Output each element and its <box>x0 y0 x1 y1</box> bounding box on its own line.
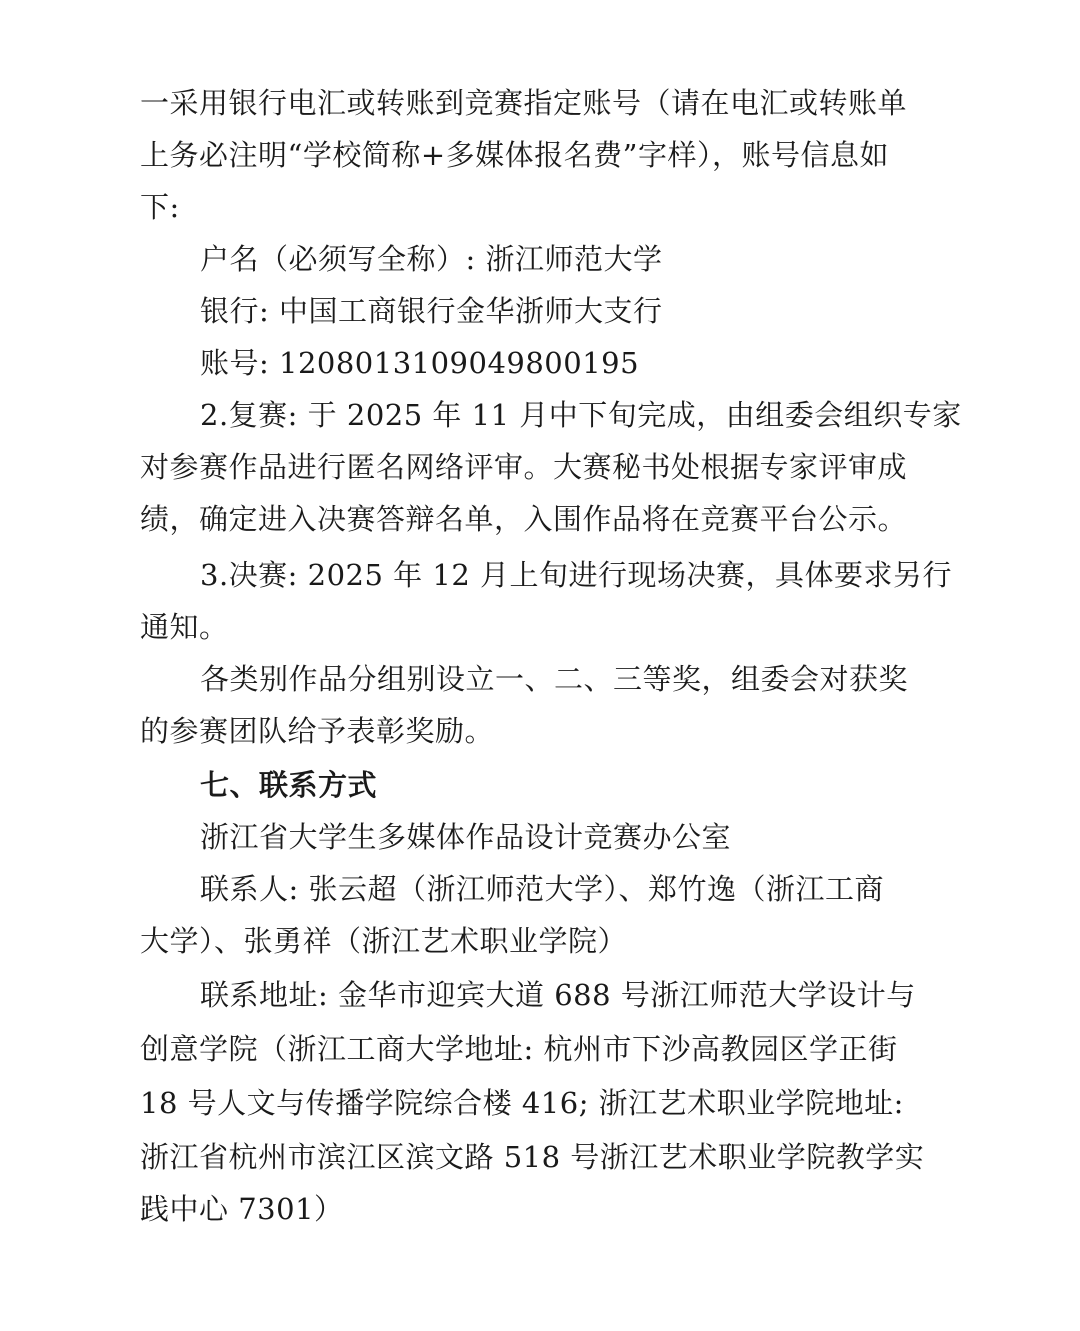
paragraph-line: 浙江省杭州市滨江区滨文路 518 号浙江艺术职业学院教学实 <box>140 1140 925 1174</box>
paragraph-line: 创意学院（浙江工商大学地址: 杭州市下沙高教园区学正街 <box>140 1032 898 1066</box>
account-number-line: 账号: 1208013109049800195 <box>200 346 640 380</box>
account-name-line: 户名（必须写全称）: 浙江师范大学 <box>200 242 663 276</box>
awards-line: 各类别作品分组别设立一、二、三等奖，组委会对获奖 <box>200 662 909 696</box>
paragraph-line: 通知。 <box>140 610 229 644</box>
paragraph-line: 一采用银行电汇或转账到竞赛指定账号（请在电汇或转账单 <box>140 86 908 120</box>
contact-address-line: 联系地址: 金华市迎宾大道 688 号浙江师范大学设计与 <box>200 978 916 1012</box>
contact-person-line: 联系人: 张云超（浙江师范大学）、郑竹逸（浙江工商 <box>200 872 884 906</box>
paragraph-line: 18 号人文与传播学院综合楼 416; 浙江艺术职业学院地址: <box>140 1086 904 1120</box>
paragraph-line: 大学）、张勇祥（浙江艺术职业学院） <box>140 924 628 958</box>
bank-line: 银行: 中国工商银行金华浙师大支行 <box>200 294 663 328</box>
paragraph-line: 上务必注明“学校简称+多媒体报名费”字样），账号信息如 <box>140 138 889 172</box>
paragraph-line: 践中心 7301） <box>140 1192 344 1226</box>
paragraph-line: 对参赛作品进行匿名网络评审。大赛秘书处根据专家评审成 <box>140 450 908 484</box>
section-heading-contact: 七、联系方式 <box>200 768 378 802</box>
paragraph-line: 下: <box>140 190 180 224</box>
final-line: 3.决赛: 2025 年 12 月上旬进行现场决赛，具体要求另行 <box>200 558 953 592</box>
paragraph-line: 绩，确定进入决赛答辩名单，入围作品将在竞赛平台公示。 <box>140 502 908 536</box>
semifinal-line: 2.复赛: 于 2025 年 11 月中下旬完成，由组委会组织专家 <box>200 398 962 432</box>
office-name-line: 浙江省大学生多媒体作品设计竞赛办公室 <box>200 820 732 854</box>
paragraph-line: 的参赛团队给予表彰奖励。 <box>140 714 495 748</box>
